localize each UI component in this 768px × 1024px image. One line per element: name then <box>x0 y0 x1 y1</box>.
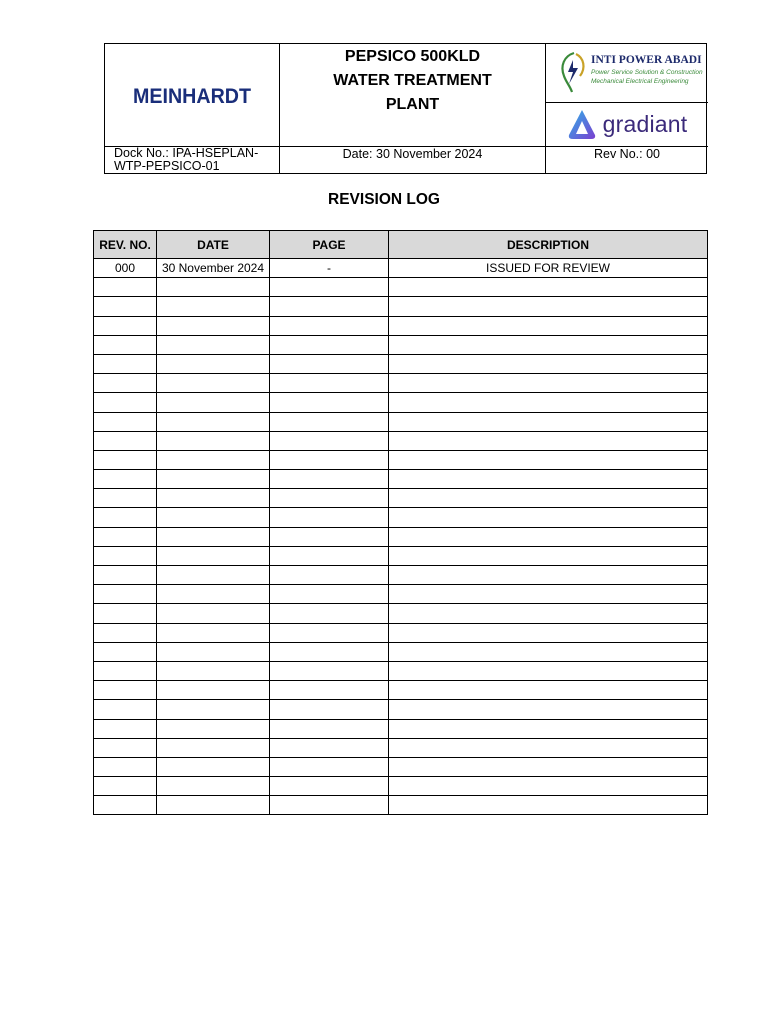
description-cell <box>389 796 708 815</box>
page-cell <box>270 681 389 700</box>
description-cell <box>389 335 708 354</box>
rev-no-cell: 000 <box>94 259 157 278</box>
page-cell <box>270 777 389 796</box>
page-cell <box>270 738 389 757</box>
table-row-empty <box>94 297 708 316</box>
description-cell <box>389 489 708 508</box>
description-cell <box>389 757 708 776</box>
page-cell <box>270 527 389 546</box>
date-cell <box>157 278 270 297</box>
document-header <box>104 43 707 174</box>
rev-no-cell <box>94 719 157 738</box>
description-cell <box>389 681 708 700</box>
description-cell <box>389 470 708 489</box>
rev-no-cell <box>94 470 157 489</box>
table-row-empty <box>94 354 708 373</box>
inti-emblem-icon <box>556 50 588 94</box>
date-cell <box>157 623 270 642</box>
description-cell <box>389 642 708 661</box>
inti-power-abadi-logo-cell <box>546 44 708 103</box>
table-row-empty <box>94 508 708 527</box>
column-header-description: DESCRIPTION <box>389 231 708 259</box>
page-cell <box>270 642 389 661</box>
table-row-empty <box>94 489 708 508</box>
description-cell <box>389 527 708 546</box>
date-cell <box>157 700 270 719</box>
table-row-empty <box>94 642 708 661</box>
description-cell <box>389 700 708 719</box>
date-cell <box>157 527 270 546</box>
project-title-line-1: PEPSICO 500KLD <box>344 48 481 65</box>
page-cell <box>270 719 389 738</box>
revision-log-header-row <box>94 231 708 259</box>
table-row-empty <box>94 604 708 623</box>
table-row-empty <box>94 316 708 335</box>
table-row-empty <box>94 431 708 450</box>
date-cell <box>157 777 270 796</box>
rev-no-cell <box>94 527 157 546</box>
description-cell: ISSUED FOR REVIEW <box>389 259 708 278</box>
date-cell <box>157 642 270 661</box>
rev-no-cell <box>94 450 157 469</box>
date-cell <box>157 489 270 508</box>
page-cell <box>270 374 389 393</box>
description-cell <box>389 566 708 585</box>
revision-log-body <box>94 259 708 815</box>
description-cell <box>389 604 708 623</box>
rev-no-cell <box>94 585 157 604</box>
page-cell <box>270 796 389 815</box>
meinhardt-logo <box>133 84 251 106</box>
table-row-empty <box>94 335 708 354</box>
rev-no-cell <box>94 757 157 776</box>
page-cell <box>270 508 389 527</box>
page-cell <box>270 489 389 508</box>
table-row-empty <box>94 470 708 489</box>
page-cell <box>270 393 389 412</box>
description-cell <box>389 412 708 431</box>
description-cell <box>389 623 708 642</box>
rev-no-cell <box>94 316 157 335</box>
rev-no-cell <box>94 393 157 412</box>
inti-power-abadi-name: INTI POWER ABADI <box>591 54 702 66</box>
page-cell <box>270 450 389 469</box>
page-cell: - <box>270 259 389 278</box>
project-title-line-2: WATER TREATMENT <box>333 72 492 89</box>
inti-power-abadi-logo <box>556 50 706 98</box>
water-drop-icon <box>567 109 597 141</box>
description-cell <box>389 738 708 757</box>
table-row-empty <box>94 777 708 796</box>
rev-no-cell <box>94 374 157 393</box>
description-cell <box>389 316 708 335</box>
description-cell <box>389 374 708 393</box>
project-title-line-3: PLANT <box>385 96 440 113</box>
table-row-empty <box>94 450 708 469</box>
date-cell <box>157 374 270 393</box>
rev-no-cell <box>94 335 157 354</box>
revision-number: Rev No.: 00 <box>593 147 660 161</box>
table-row-empty <box>94 796 708 815</box>
description-cell <box>389 354 708 373</box>
rev-no-cell <box>94 412 157 431</box>
rev-no-cell <box>94 661 157 680</box>
date-cell <box>157 566 270 585</box>
page-cell <box>270 316 389 335</box>
page-cell <box>270 585 389 604</box>
page-cell <box>270 278 389 297</box>
table-row-empty <box>94 661 708 680</box>
rev-no-cell <box>94 546 157 565</box>
column-header-rev-no: REV. NO. <box>94 231 157 259</box>
rev-no-cell <box>94 354 157 373</box>
gradiant-logo-cell <box>546 103 708 147</box>
description-cell <box>389 297 708 316</box>
rev-no-cell <box>94 431 157 450</box>
date-cell <box>157 796 270 815</box>
date-cell <box>157 681 270 700</box>
rev-no-cell <box>94 777 157 796</box>
date-cell <box>157 412 270 431</box>
table-row-empty <box>94 719 708 738</box>
rev-no-cell <box>94 642 157 661</box>
gradiant-name: gradiant <box>602 111 688 137</box>
description-cell <box>389 450 708 469</box>
date-cell <box>157 431 270 450</box>
page-cell <box>270 661 389 680</box>
date-cell <box>157 585 270 604</box>
rev-no-cell <box>94 508 157 527</box>
table-row <box>94 259 708 278</box>
table-row-empty <box>94 393 708 412</box>
date-cell <box>157 604 270 623</box>
rev-no-cell <box>94 738 157 757</box>
inti-tagline-1: Power Service Solution & Construction <box>591 69 703 76</box>
date-cell <box>157 546 270 565</box>
rev-no-cell <box>94 278 157 297</box>
date-cell <box>157 450 270 469</box>
page-cell <box>270 566 389 585</box>
date-cell <box>157 393 270 412</box>
table-row-empty <box>94 412 708 431</box>
page-cell <box>270 297 389 316</box>
page-cell <box>270 431 389 450</box>
page-cell <box>270 757 389 776</box>
table-row-empty <box>94 700 708 719</box>
project-title-cell <box>280 44 546 147</box>
page-cell <box>270 412 389 431</box>
page-cell <box>270 604 389 623</box>
gradiant-logo <box>567 109 688 141</box>
date-cell <box>157 354 270 373</box>
rev-no-cell <box>94 489 157 508</box>
page-cell <box>270 470 389 489</box>
inti-tagline-2: Mechanical Electrical Engineering <box>591 78 689 85</box>
rev-no-cell <box>94 566 157 585</box>
date-cell <box>157 738 270 757</box>
rev-no-cell <box>94 604 157 623</box>
meinhardt-logo-cell <box>105 44 280 147</box>
date-cell <box>157 719 270 738</box>
date-cell <box>157 508 270 527</box>
revision-log-title: REVISION LOG <box>328 191 440 208</box>
page-cell <box>270 335 389 354</box>
date-cell <box>157 757 270 776</box>
table-row-empty <box>94 623 708 642</box>
page-cell <box>270 623 389 642</box>
description-cell <box>389 431 708 450</box>
description-cell <box>389 546 708 565</box>
revision-log-table <box>93 230 708 815</box>
rev-no-cell <box>94 297 157 316</box>
date-cell <box>157 316 270 335</box>
description-cell <box>389 508 708 527</box>
table-row-empty <box>94 738 708 757</box>
rev-no-cell <box>94 681 157 700</box>
table-row-empty <box>94 681 708 700</box>
date-cell <box>157 470 270 489</box>
date-cell <box>157 297 270 316</box>
rev-no-cell <box>94 623 157 642</box>
column-header-date: DATE <box>157 231 270 259</box>
description-cell <box>389 719 708 738</box>
table-row-empty <box>94 278 708 297</box>
page-cell <box>270 354 389 373</box>
page-cell <box>270 546 389 565</box>
table-row-empty <box>94 585 708 604</box>
column-header-page: PAGE <box>270 231 389 259</box>
table-row-empty <box>94 374 708 393</box>
table-row-empty <box>94 527 708 546</box>
description-cell <box>389 777 708 796</box>
rev-no-cell <box>94 796 157 815</box>
page-cell <box>270 700 389 719</box>
description-cell <box>389 278 708 297</box>
date-cell <box>157 335 270 354</box>
table-row-empty <box>94 757 708 776</box>
table-row-empty <box>94 566 708 585</box>
description-cell <box>389 585 708 604</box>
date-cell <box>157 661 270 680</box>
date-cell: 30 November 2024 <box>157 259 270 278</box>
description-cell <box>389 393 708 412</box>
rev-no-cell <box>94 700 157 719</box>
document-date: Date: 30 November 2024 <box>280 147 546 173</box>
table-row-empty <box>94 546 708 565</box>
meinhardt-logo-text: MEINHARDT <box>133 85 251 106</box>
description-cell <box>389 661 708 680</box>
doc-number: Dock No.: IPA-HSEPLAN-WTP-PEPSICO-01 <box>105 147 280 173</box>
